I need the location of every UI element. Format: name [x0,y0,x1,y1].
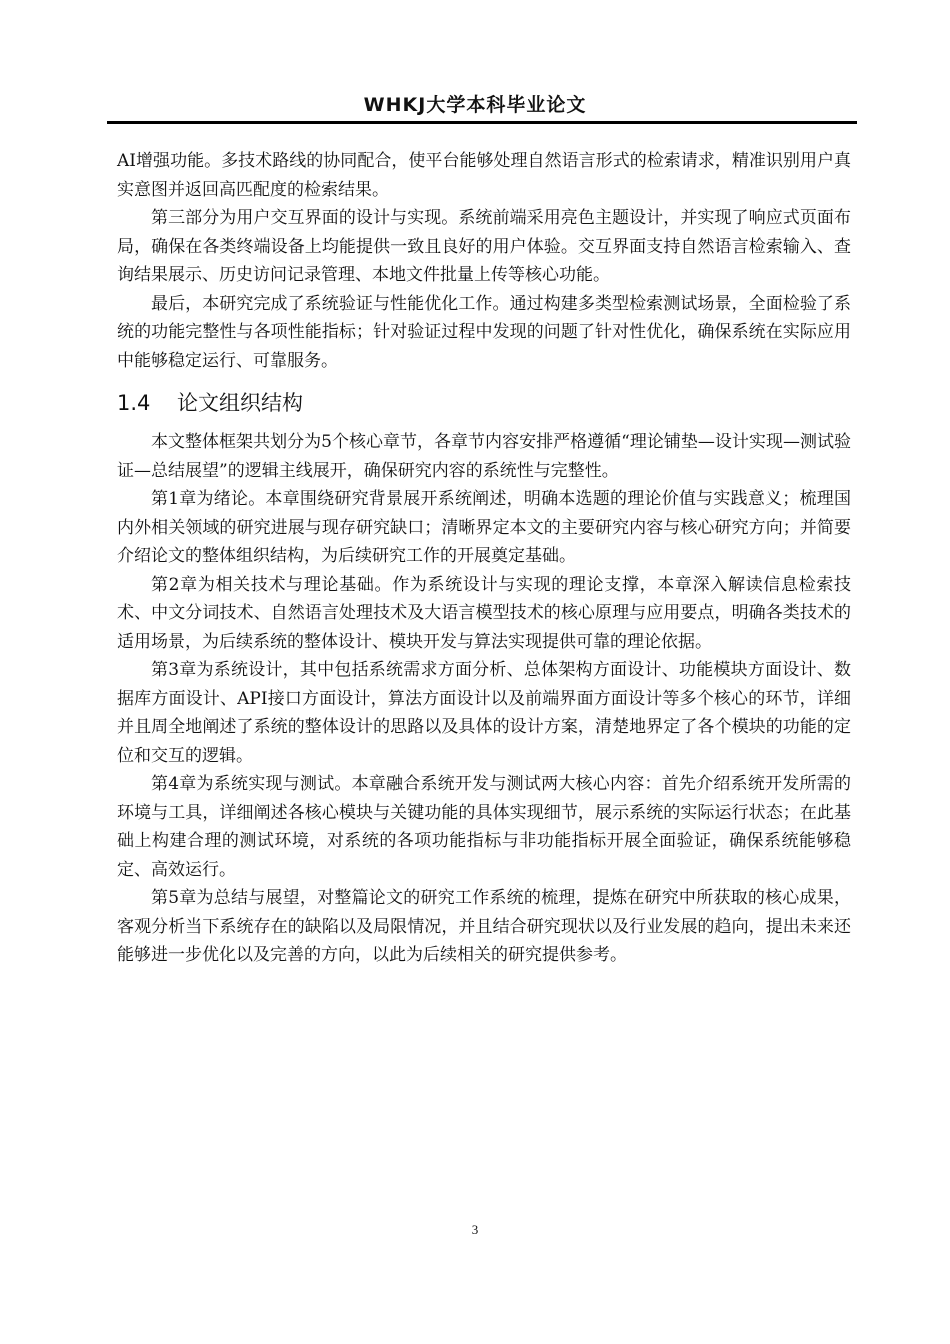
body-paragraph: 第4章为系统实现与测试。本章融合系统开发与测试两大核心内容：首先介绍系统开发所需的环境与工具，详细阐述各核心模块与关键功能的具体实现细节，展示系统的实际运行状态；在此基础上构建合理的测试环境，对系统的各项功能指标与非功能指标开展全面验证，确保系统能够稳定、高效运行。 [117,774,851,880]
page-body [117,147,851,970]
body-paragraph: AI增强功能。多技术路线的协同配合，使平台能够处理自然语言形式的检索请求，精准识别用户真实意图并返回高匹配度的检索结果。 [117,151,851,200]
body-paragraph: 第1章为绪论。本章围绕研究背景展开系统阐述，明确本选题的理论价值与实践意义；梳理国内外相关领域的研究进展与现存研究缺口；清晰界定本文的主要研究内容与核心研究方向；并简要介绍论文的整体组织结构，为后续研究工作的开展奠定基础。 [117,489,851,566]
section-title: 论文组织结构 [177,391,303,415]
body-paragraph: 本文整体框架共划分为5个核心章节，各章节内容安排严格遵循“理论铺垫—设计实现—测试验证—总结展望”的逻辑主线展开，确保研究内容的系统性与完整性。 [117,432,851,481]
body-paragraph: 第2章为相关技术与理论基础。作为系统设计与实现的理论支撑，本章深入解读信息检索技术、中文分词技术、自然语言处理技术及大语言模型技术的核心原理与应用要点，明确各类技术的适用场景，为后续系统的整体设计、模块开发与算法实现提供可靠的理论依据。 [117,574,851,652]
body-paragraph: 第5章为总结与展望，对整篇论文的研究工作系统的梳理，提炼在研究中所获取的核心成果，客观分析当下系统存在的缺陷以及局限情况，并且结合研究现状以及行业发展的趋向，提出未来还能够进一步优化以及完善的方向，以此为后续相关的研究提供参考。 [117,888,851,965]
section-number: 1.4 [117,391,151,415]
body-paragraph: 第3章为系统设计，其中包括系统需求方面分析、总体架构方面设计、功能模块方面设计、数据库方面设计、API接口方面设计，算法方面设计以及前端界面方面设计等多个核心的环节，详细并且周全地阐述了系统的整体设计的思路以及具体的设计方案，清楚地界定了各个模块的功能的定位和交互的逻辑。 [117,660,851,766]
body-paragraph: 最后，本研究完成了系统验证与性能优化工作。通过构建多类型检索测试场景，全面检验了系统的功能完整性与各项性能指标；针对验证过程中发现的问题了针对性优化，确保系统在实际应用中能够稳定运行、可靠服务。 [117,293,851,371]
header-divider [107,121,857,124]
section-heading [117,387,851,419]
running-header-title: WHKJ大学本科毕业论文 [363,94,587,116]
page-number: 3 [471,1222,479,1237]
body-paragraph: 第三部分为用户交互界面的设计与实现。系统前端采用亮色主题设计，并实现了响应式页面布局，确保在各类终端设备上均能提供一致且良好的用户体验。交互界面支持自然语言检索输入、查询结果展示、历史访问记录管理、本地文件批量上传等核心功能。 [117,208,851,285]
